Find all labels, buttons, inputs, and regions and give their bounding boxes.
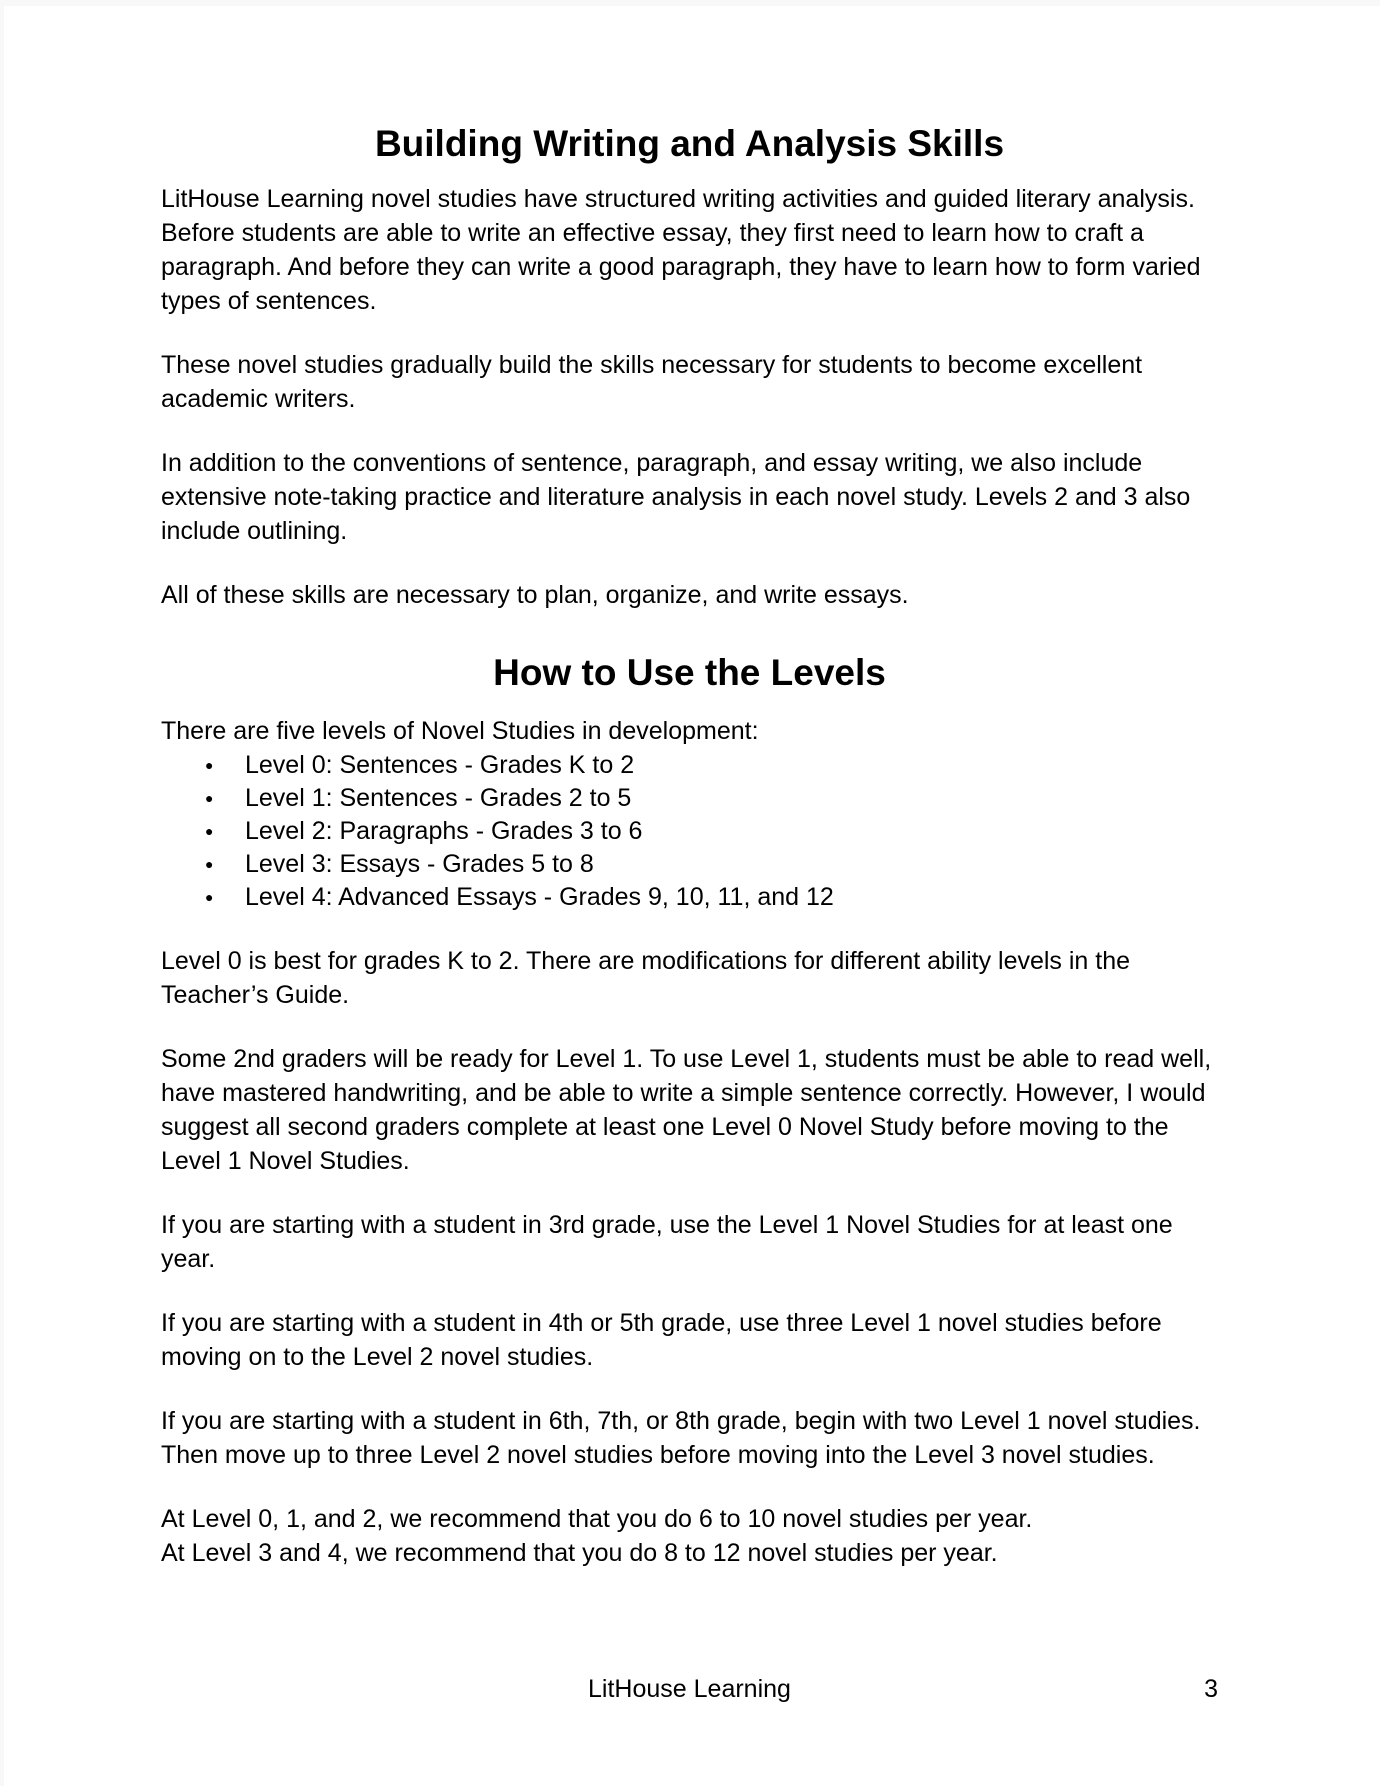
paragraph-recommendations bbox=[161, 1502, 1218, 1570]
text-line: If you are starting with a student in 4th or 5th grade, use three Level 1 novel studies before bbox=[161, 1309, 1162, 1337]
text-line: suggest all second graders complete at least one Level 0 Novel Study before moving to the bbox=[161, 1113, 1169, 1141]
paragraph-2nd-graders bbox=[161, 1042, 1218, 1178]
text-line: include outlining. bbox=[161, 517, 348, 545]
text-line: At Level 0, 1, and 2, we recommend that you do 6 to 10 novel studies per year. bbox=[161, 1505, 1033, 1533]
text-line: moving on to the Level 2 novel studies. bbox=[161, 1343, 594, 1371]
page-footer bbox=[161, 1672, 1218, 1706]
paragraph-levels-intro bbox=[161, 714, 1218, 748]
page-edge-left bbox=[0, 0, 4, 1786]
text-line: Level 1 Novel Studies. bbox=[161, 1147, 410, 1175]
list-item: ● Level 3: Essays - Grades 5 to 8 bbox=[161, 848, 1218, 881]
list-item: ● Level 2: Paragraphs - Grades 3 to 6 bbox=[161, 815, 1218, 848]
list-item: ● Level 0: Sentences - Grades K to 2 bbox=[161, 749, 1218, 782]
paragraph-6th-8th-grade bbox=[161, 1404, 1218, 1472]
text-line: have mastered handwriting, and be able to write a simple sentence correctly. However, I would bbox=[161, 1079, 1206, 1107]
text-line: At Level 3 and 4, we recommend that you do 8 to 12 novel studies per year. bbox=[161, 1539, 998, 1567]
text-line: There are five levels of Novel Studies in development: bbox=[161, 717, 759, 745]
levels-list bbox=[161, 749, 1218, 914]
text-line: These novel studies gradually build the skills necessary for students to become excellent bbox=[161, 351, 1143, 379]
text-line: Some 2nd graders will be ready for Level 1. To use Level 1, students must be able to read well, bbox=[161, 1045, 1212, 1073]
footer-text: LitHouse Learning bbox=[588, 1675, 791, 1703]
text-line: types of sentences. bbox=[161, 287, 377, 315]
paragraph-3rd-grade bbox=[161, 1208, 1218, 1276]
paragraph-intro bbox=[161, 182, 1218, 318]
page-number: 3 bbox=[1204, 1675, 1218, 1703]
paragraph-conventions bbox=[161, 446, 1218, 548]
text-line: extensive note-taking practice and literature analysis in each novel study. Levels 2 and 3 also bbox=[161, 483, 1191, 511]
text-line: In addition to the conventions of sentence, paragraph, and essay writing, we also include bbox=[161, 449, 1143, 477]
text-line: Level 0 is best for grades K to 2. There are modifications for different ability levels in the bbox=[161, 947, 1131, 975]
text-line: paragraph. And before they can write a good paragraph, they have to learn how to form varied bbox=[161, 253, 1201, 281]
list-item: ● Level 4: Advanced Essays - Grades 9, 10, 11, and 12 bbox=[161, 881, 1218, 914]
paragraph-4th-5th-grade bbox=[161, 1306, 1218, 1374]
text-line: All of these skills are necessary to plan, organize, and write essays. bbox=[161, 581, 909, 609]
text-line: Before students are able to write an effective essay, they first need to learn how to craft a bbox=[161, 219, 1144, 247]
page-title: Building Writing and Analysis Skills bbox=[374, 123, 1005, 164]
text-line: academic writers. bbox=[161, 385, 356, 413]
text-line: year. bbox=[161, 1245, 216, 1273]
text-line: LitHouse Learning novel studies have structured writing activities and guided literary analysis. bbox=[161, 185, 1195, 213]
paragraph-build-skills bbox=[161, 348, 1218, 416]
text-line: If you are starting with a student in 3rd grade, use the Level 1 Novel Studies for at least one bbox=[161, 1211, 1173, 1239]
text-line: Teacher’s Guide. bbox=[161, 981, 350, 1009]
text-line: If you are starting with a student in 6th, 7th, or 8th grade, begin with two Level 1 novel studies. bbox=[161, 1407, 1201, 1435]
section-heading: How to Use the Levels bbox=[493, 652, 886, 693]
paragraph-skills-summary bbox=[161, 578, 1218, 612]
list-item: ● Level 1: Sentences - Grades 2 to 5 bbox=[161, 782, 1218, 815]
page-edge-top bbox=[0, 0, 1380, 6]
text-line: Then move up to three Level 2 novel studies before moving into the Level 3 novel studies. bbox=[161, 1441, 1155, 1469]
paragraph-level0-guidance bbox=[161, 944, 1218, 1012]
